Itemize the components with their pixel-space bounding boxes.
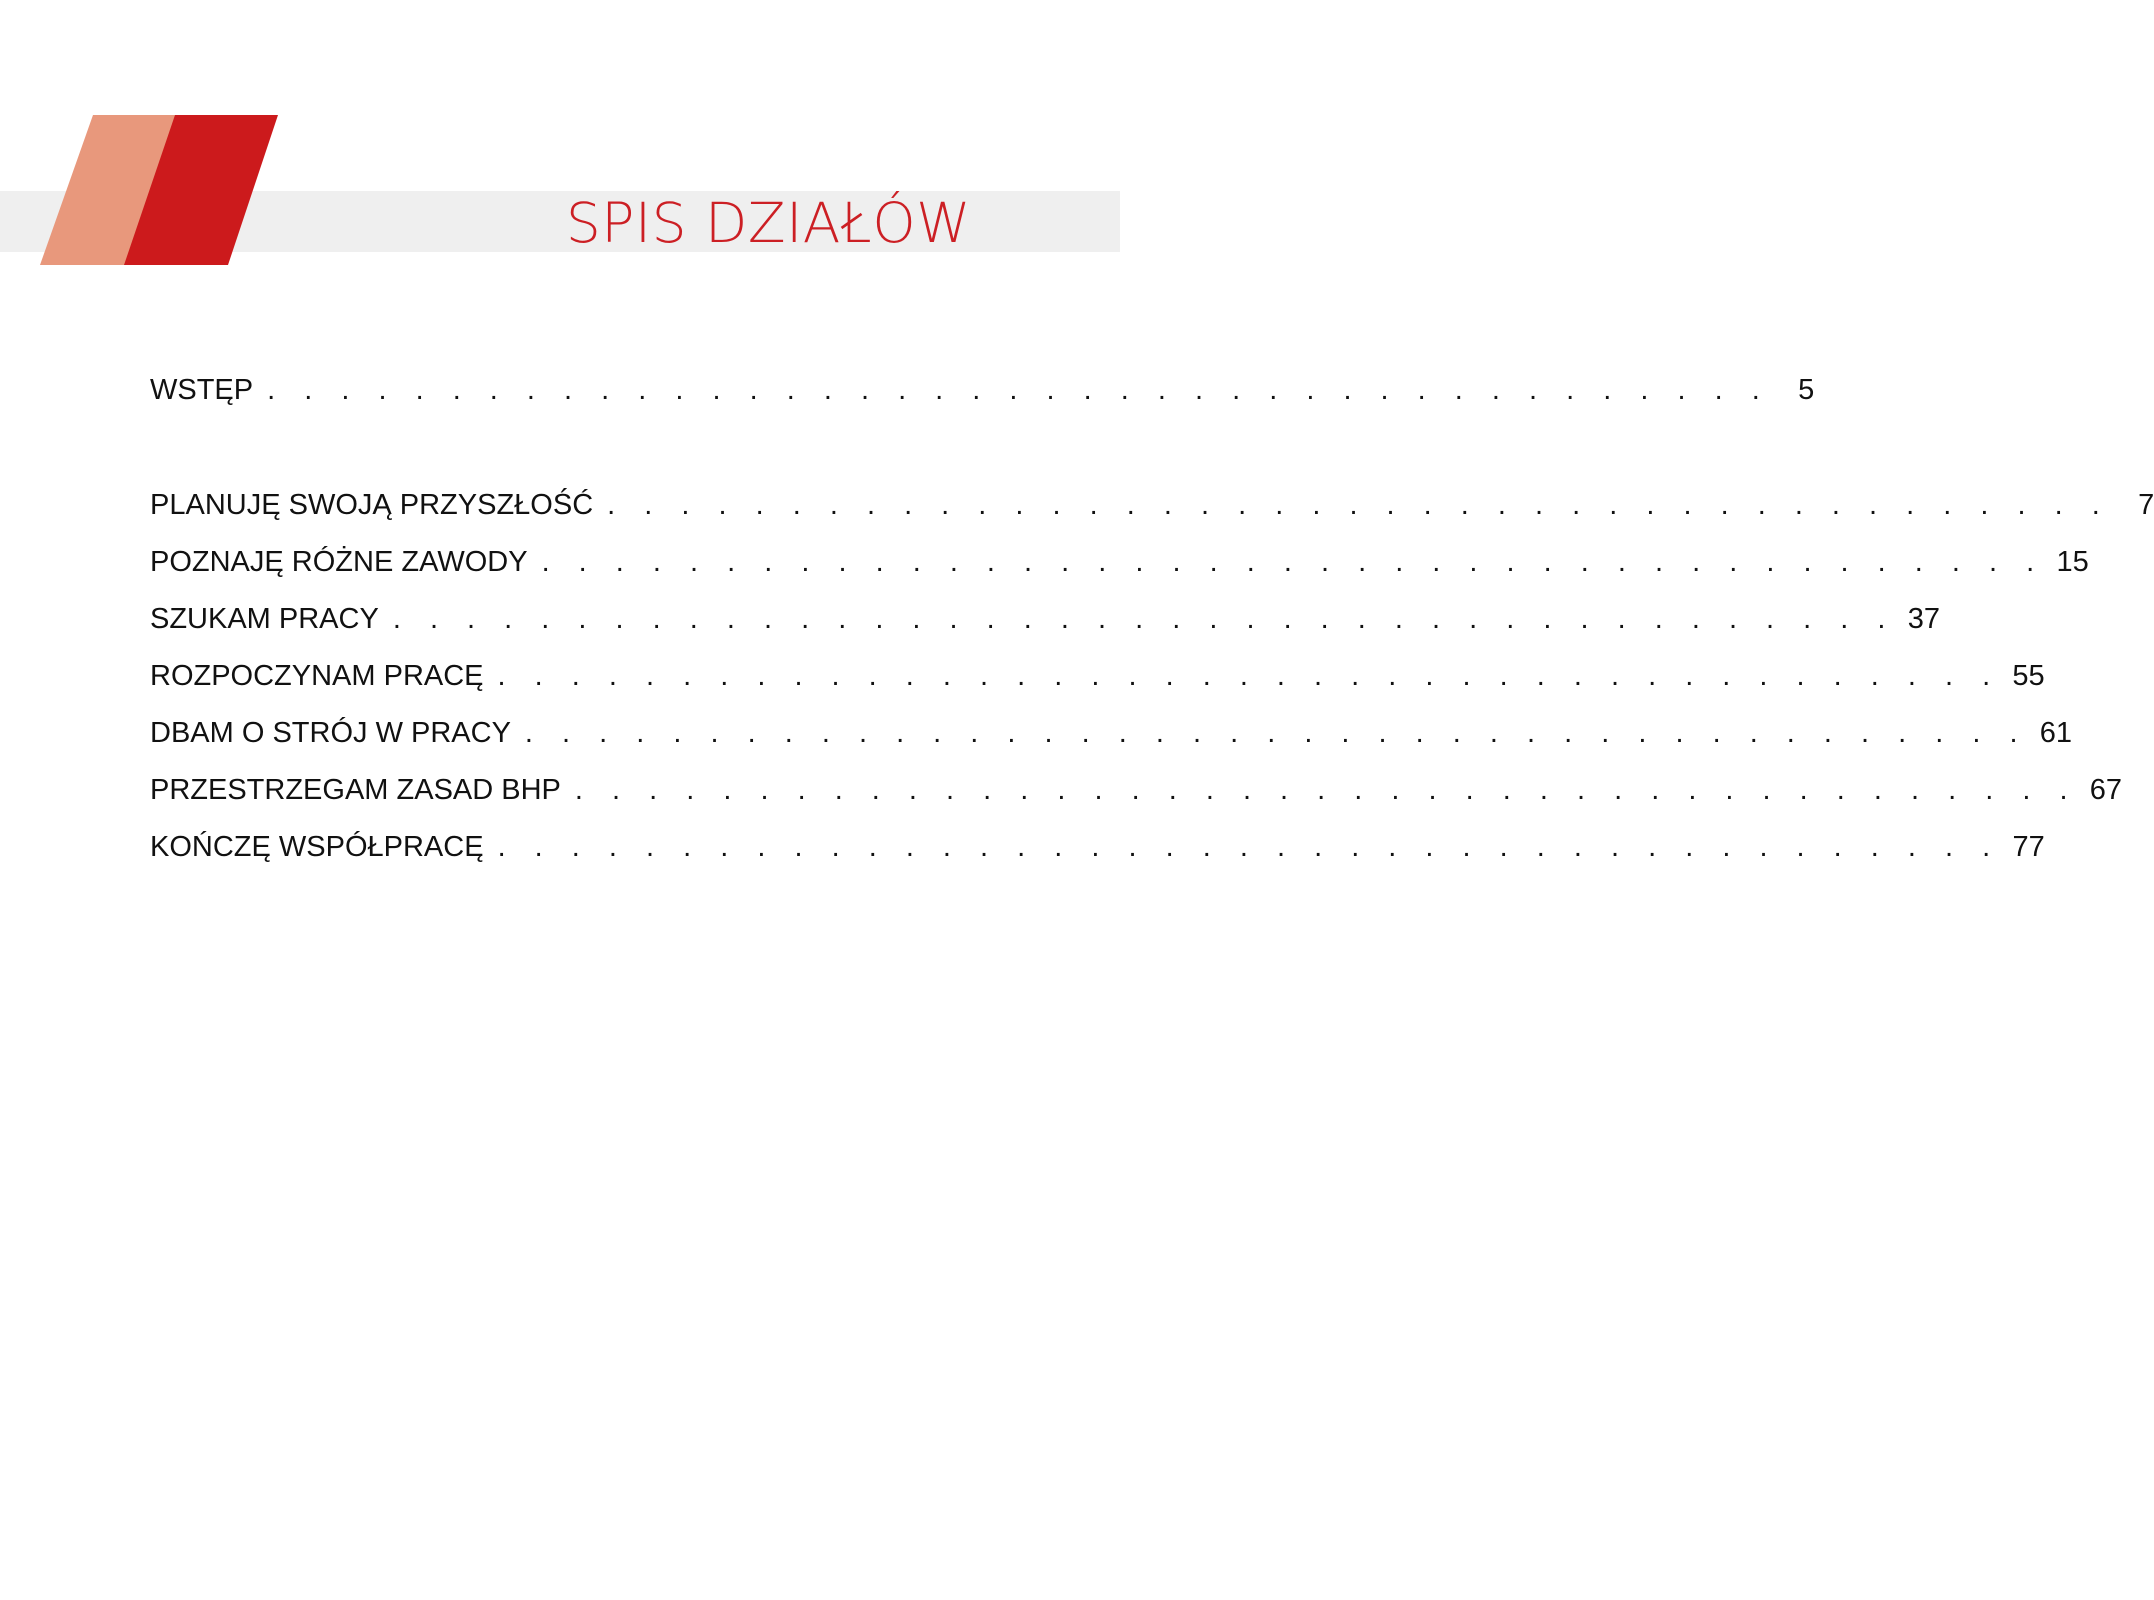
toc-entry-page: 15	[2056, 546, 2089, 578]
toc-entry[interactable]	[150, 648, 2045, 705]
table-of-contents	[150, 362, 2154, 876]
toc-entry[interactable]	[150, 362, 1815, 419]
toc-dot-leader: . . . . . . . . . . . . . . . . . . . . . . . . . . . . . . . . . . . . . . . . .	[392, 603, 1896, 635]
toc-entry-label: POZNAJĘ RÓŻNE ZAWODY	[150, 546, 528, 578]
toc-entry[interactable]	[150, 819, 2045, 876]
toc-entry-label: SZUKAM PRACY	[150, 603, 379, 635]
toc-entry-label: KOŃCZĘ WSPÓŁPRACĘ	[150, 831, 484, 863]
toc-dot-leader: . . . . . . . . . . . . . . . . . . . . . . . . . . . . . . . . . . . . . . . . .	[497, 660, 2001, 692]
toc-entry-label: WSTĘP	[150, 374, 254, 406]
toc-entry-label: PRZESTRZEGAM ZASAD BHP	[150, 774, 561, 806]
toc-dot-leader: . . . . . . . . . . . . . . . . . . . . . . . . . . . . . . . . . . . . . . . . .	[497, 831, 2001, 863]
toc-entry[interactable]	[150, 591, 1940, 648]
toc-entry-page: 7	[2138, 489, 2154, 521]
toc-entry[interactable]	[150, 477, 2154, 534]
toc-entry-page: 55	[2012, 660, 2045, 692]
toc-entry-page: 5	[1798, 374, 1815, 406]
toc-entry-label: ROZPOCZYNAM PRACĘ	[150, 660, 484, 692]
toc-entry-label: DBAM O STRÓJ W PRACY	[150, 717, 511, 749]
toc-dot-leader: . . . . . . . . . . . . . . . . . . . . . . . . . . . . . . . . . . . . . . . . .	[524, 717, 2029, 749]
page-title: SPIS DZIAŁÓW	[565, 191, 971, 255]
toc-entry-page: 67	[2089, 774, 2123, 806]
toc-dot-leader: . . . . . . . . . . . . . . . . . . . . . . . . . . . . . . . . . . . . . . . . .	[267, 374, 1771, 406]
toc-dot-leader: . . . . . . . . . . . . . . . . . . . . . . . . . . . . . . . . . . . . . . . . .	[574, 774, 2079, 806]
toc-dot-leader: . . . . . . . . . . . . . . . . . . . . . . . . . . . . . . . . . . . . . . . . .	[541, 546, 2045, 578]
toc-entry-page: 61	[2039, 717, 2073, 749]
toc-dot-leader: . . . . . . . . . . . . . . . . . . . . . . . . . . . . . . . . . . . . . . . . .	[607, 489, 2111, 521]
toc-entry[interactable]	[150, 705, 2073, 762]
toc-entry[interactable]	[150, 762, 2123, 819]
toc-entry[interactable]	[150, 534, 2089, 591]
toc-entry-page: 37	[1907, 603, 1940, 635]
toc-entry-page: 77	[2012, 831, 2045, 863]
decorative-parallelograms	[0, 0, 300, 280]
toc-entry-label: PLANUJĘ SWOJĄ PRZYSZŁOŚĆ	[150, 489, 594, 521]
